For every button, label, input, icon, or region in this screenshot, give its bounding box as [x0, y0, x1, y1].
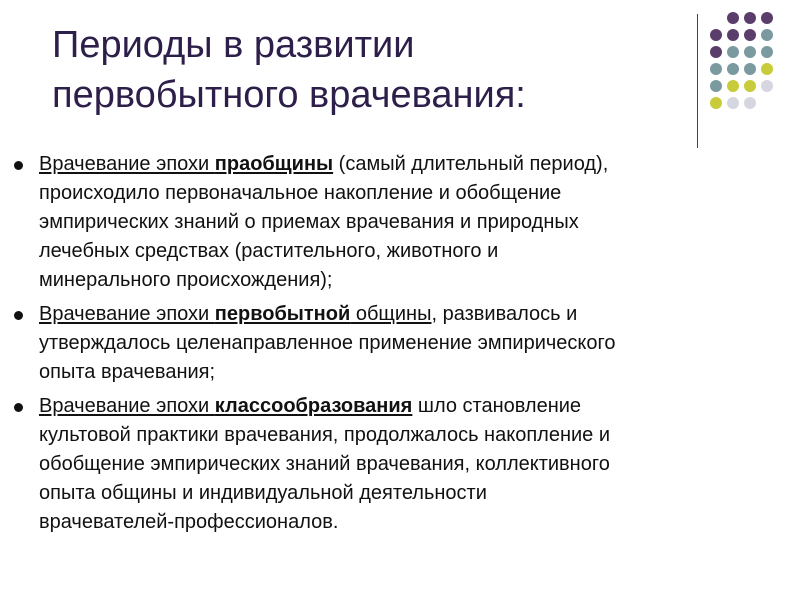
- bullet-2-line-2: утверждалось целенаправленное применение эмпирического: [39, 332, 616, 354]
- bullet-3-line-4: опыта общины и индивидуальной деятельности: [39, 482, 487, 504]
- decorative-dot: [727, 97, 739, 109]
- bullet-2-line-1: Врачевание эпохи первобытной общины, развивалось и: [39, 303, 578, 325]
- bullet-icon: [14, 161, 23, 170]
- decorative-dot: [727, 12, 739, 24]
- bullet-1-underlined-phrase: Врачевание эпохи праобщины: [39, 153, 334, 175]
- decorative-dot: [710, 80, 722, 92]
- bullet-3-line-5: врачевателей-профессионалов.: [39, 511, 339, 533]
- bullet-2-keyword: первобытной: [214, 303, 351, 325]
- bullet-1-line-5: минерального происхождения);: [39, 269, 333, 291]
- decorative-dot: [761, 29, 773, 41]
- slide-content: [14, 150, 774, 542]
- decorative-dot: [761, 46, 773, 58]
- bullet-3-keyword: классообразования: [214, 395, 413, 417]
- bullet-3-line-1: Врачевание эпохи классообразования шло становление: [39, 395, 582, 417]
- decorative-dot: [761, 12, 773, 24]
- bullet-icon: [14, 403, 23, 412]
- decorative-dot: [744, 63, 756, 75]
- decorative-dot-grid: [710, 12, 790, 132]
- slide-title-line-1: Периоды в развитии: [52, 24, 415, 66]
- bullet-1-line-2: происходило первоначальное накопление и обобщение: [39, 182, 562, 204]
- decorative-dot: [744, 12, 756, 24]
- decorative-dot: [744, 97, 756, 109]
- slide-title-line-2: первобытного врачевания:: [52, 74, 526, 116]
- bullet-1-line-3: эмпирических знаний о приемах врачевания и природных: [39, 211, 579, 233]
- decorative-divider: [697, 14, 698, 148]
- decorative-dot: [761, 80, 773, 92]
- decorative-dot: [727, 63, 739, 75]
- decorative-dot: [727, 29, 739, 41]
- bullet-item-2: [14, 300, 774, 387]
- decorative-dot: [727, 46, 739, 58]
- bullet-3-underlined-phrase: Врачевание эпохи классообразования: [39, 395, 413, 417]
- decorative-dot: [744, 80, 756, 92]
- bullet-2-underlined-phrase: Врачевание эпохи первобытной общины: [39, 303, 432, 325]
- bullet-1-line-4: лечебных средствах (растительного, животного и: [39, 240, 499, 262]
- bullet-3-line-2: культовой практики врачевания, продолжалось накопление и: [39, 424, 611, 446]
- decorative-dot: [710, 97, 722, 109]
- bullet-1-keyword: праобщины: [214, 153, 334, 175]
- slide-title: [52, 20, 672, 120]
- decorative-dot: [744, 46, 756, 58]
- decorative-dot: [727, 80, 739, 92]
- decorative-dot: [710, 46, 722, 58]
- decorative-dot: [744, 29, 756, 41]
- bullet-1-line-1: Врачевание эпохи праобщины (самый длительный период),: [39, 153, 609, 175]
- decorative-dot: [710, 29, 722, 41]
- bullet-3-line-3: обобщение эмпирических знаний врачевания, коллективного: [39, 453, 610, 475]
- bullet-item-3: [14, 392, 774, 537]
- bullet-icon: [14, 311, 23, 320]
- bullet-item-1: [14, 150, 774, 295]
- bullet-2-line-3: опыта врачевания;: [39, 361, 216, 383]
- decorative-dot: [710, 63, 722, 75]
- decorative-dot: [761, 63, 773, 75]
